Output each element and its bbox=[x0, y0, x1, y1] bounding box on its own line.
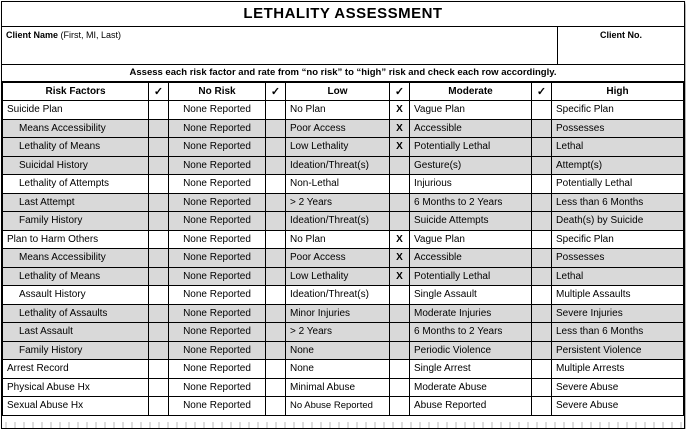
high-cell: Potentially Lethal bbox=[552, 175, 684, 194]
risk-factor-cell: Plan to Harm Others bbox=[3, 230, 149, 249]
moderate-cell: Vague Plan bbox=[410, 230, 532, 249]
check-cell-high[interactable] bbox=[532, 138, 552, 157]
low-cell: Ideation/Threat(s) bbox=[286, 212, 390, 231]
header-high: High bbox=[552, 83, 684, 101]
check-cell-moderate[interactable]: X bbox=[390, 230, 410, 249]
check-cell-high[interactable] bbox=[532, 323, 552, 342]
table-row bbox=[3, 230, 684, 249]
table-row bbox=[3, 175, 684, 194]
moderate-cell: Injurious bbox=[410, 175, 532, 194]
check-cell-no-risk[interactable] bbox=[149, 249, 169, 268]
check-cell-high[interactable] bbox=[532, 230, 552, 249]
moderate-cell: Single Arrest bbox=[410, 360, 532, 379]
moderate-cell: Vague Plan bbox=[410, 101, 532, 120]
check-cell-moderate[interactable]: X bbox=[390, 119, 410, 138]
check-cell-moderate[interactable] bbox=[390, 304, 410, 323]
moderate-cell: Potentially Lethal bbox=[410, 138, 532, 157]
check-cell-high[interactable] bbox=[532, 397, 552, 416]
check-icon: ✓ bbox=[149, 83, 169, 101]
high-cell: Lethal bbox=[552, 138, 684, 157]
risk-factor-cell: Suicidal History bbox=[3, 156, 149, 175]
no-risk-cell: None Reported bbox=[169, 378, 266, 397]
table-row bbox=[3, 397, 684, 416]
table-row bbox=[3, 119, 684, 138]
table-row bbox=[3, 101, 684, 120]
risk-factor-cell: Lethality of Means bbox=[3, 138, 149, 157]
high-cell: Less than 6 Months bbox=[552, 193, 684, 212]
moderate-cell: Moderate Abuse bbox=[410, 378, 532, 397]
high-cell: Lethal bbox=[552, 267, 684, 286]
moderate-cell: Periodic Violence bbox=[410, 341, 532, 360]
moderate-cell: Gesture(s) bbox=[410, 156, 532, 175]
form-title: LETHALITY ASSESSMENT bbox=[2, 2, 684, 27]
check-cell-high[interactable] bbox=[532, 267, 552, 286]
moderate-cell: Potentially Lethal bbox=[410, 267, 532, 286]
risk-factor-cell: Physical Abuse Hx bbox=[3, 378, 149, 397]
check-cell-low[interactable] bbox=[266, 175, 286, 194]
moderate-cell: Moderate Injuries bbox=[410, 304, 532, 323]
check-cell-no-risk[interactable] bbox=[149, 397, 169, 416]
high-cell: Multiple Arrests bbox=[552, 360, 684, 379]
header-low: Low bbox=[286, 83, 390, 101]
check-cell-low[interactable] bbox=[266, 212, 286, 231]
no-risk-cell: None Reported bbox=[169, 397, 266, 416]
table-row bbox=[3, 341, 684, 360]
lethality-assessment-form bbox=[1, 1, 685, 429]
check-icon: ✓ bbox=[390, 83, 410, 101]
high-cell: Specific Plan bbox=[552, 230, 684, 249]
check-cell-moderate[interactable]: X bbox=[390, 267, 410, 286]
table-row bbox=[3, 323, 684, 342]
header-no-risk: No Risk bbox=[169, 83, 266, 101]
check-cell-moderate[interactable] bbox=[390, 193, 410, 212]
no-risk-cell: None Reported bbox=[169, 323, 266, 342]
low-cell: None bbox=[286, 360, 390, 379]
no-risk-cell: None Reported bbox=[169, 230, 266, 249]
check-cell-low[interactable] bbox=[266, 138, 286, 157]
check-cell-moderate[interactable]: X bbox=[390, 249, 410, 268]
check-cell-no-risk[interactable] bbox=[149, 378, 169, 397]
no-risk-cell: None Reported bbox=[169, 249, 266, 268]
check-cell-low[interactable] bbox=[266, 304, 286, 323]
table-row bbox=[3, 156, 684, 175]
risk-factor-cell: Assault History bbox=[3, 286, 149, 305]
header-row bbox=[3, 83, 684, 101]
high-cell: Persistent Violence bbox=[552, 341, 684, 360]
check-cell-low[interactable] bbox=[266, 119, 286, 138]
high-cell: Severe Abuse bbox=[552, 397, 684, 416]
check-cell-moderate[interactable] bbox=[390, 397, 410, 416]
client-number-label: Client No. bbox=[600, 30, 642, 40]
no-risk-cell: None Reported bbox=[169, 119, 266, 138]
check-cell-no-risk[interactable] bbox=[149, 304, 169, 323]
moderate-cell: 6 Months to 2 Years bbox=[410, 193, 532, 212]
check-icon: ✓ bbox=[532, 83, 552, 101]
risk-factor-cell: Last Attempt bbox=[3, 193, 149, 212]
low-cell: Ideation/Threat(s) bbox=[286, 156, 390, 175]
low-cell: No Plan bbox=[286, 101, 390, 120]
check-cell-low[interactable] bbox=[266, 193, 286, 212]
risk-factor-cell: Last Assault bbox=[3, 323, 149, 342]
check-cell-high[interactable] bbox=[532, 193, 552, 212]
check-cell-moderate[interactable] bbox=[390, 156, 410, 175]
check-cell-moderate[interactable] bbox=[390, 360, 410, 379]
low-cell: No Abuse Reported bbox=[286, 397, 390, 416]
check-cell-moderate[interactable] bbox=[390, 286, 410, 305]
check-cell-low[interactable] bbox=[266, 101, 286, 120]
moderate-cell: Accessible bbox=[410, 249, 532, 268]
check-cell-no-risk[interactable] bbox=[149, 230, 169, 249]
client-name-label: Client Name bbox=[6, 30, 59, 40]
risk-factor-cell: Family History bbox=[3, 341, 149, 360]
check-cell-high[interactable] bbox=[532, 304, 552, 323]
no-risk-cell: None Reported bbox=[169, 193, 266, 212]
risk-table bbox=[2, 82, 684, 416]
check-cell-low[interactable] bbox=[266, 323, 286, 342]
check-cell-high[interactable] bbox=[532, 378, 552, 397]
no-risk-cell: None Reported bbox=[169, 286, 266, 305]
high-cell: Death(s) by Suicide bbox=[552, 212, 684, 231]
high-cell: Severe Injuries bbox=[552, 304, 684, 323]
low-cell: Non-Lethal bbox=[286, 175, 390, 194]
check-cell-moderate[interactable] bbox=[390, 341, 410, 360]
high-cell: Severe Abuse bbox=[552, 378, 684, 397]
moderate-cell: Suicide Attempts bbox=[410, 212, 532, 231]
check-cell-no-risk[interactable] bbox=[149, 323, 169, 342]
table-row bbox=[3, 304, 684, 323]
low-cell: > 2 Years bbox=[286, 323, 390, 342]
check-cell-high[interactable] bbox=[532, 101, 552, 120]
no-risk-cell: None Reported bbox=[169, 175, 266, 194]
high-cell: Attempt(s) bbox=[552, 156, 684, 175]
check-cell-low[interactable] bbox=[266, 378, 286, 397]
client-name-hint: (First, MI, Last) bbox=[60, 30, 122, 40]
check-cell-low[interactable] bbox=[266, 156, 286, 175]
low-cell: Minimal Abuse bbox=[286, 378, 390, 397]
client-info-row bbox=[2, 27, 684, 65]
no-risk-cell: None Reported bbox=[169, 138, 266, 157]
check-cell-high[interactable] bbox=[532, 175, 552, 194]
risk-factor-cell: Means Accessibility bbox=[3, 249, 149, 268]
low-cell: > 2 Years bbox=[286, 193, 390, 212]
no-risk-cell: None Reported bbox=[169, 360, 266, 379]
check-cell-high[interactable] bbox=[532, 341, 552, 360]
check-cell-low[interactable] bbox=[266, 360, 286, 379]
table-row bbox=[3, 249, 684, 268]
moderate-cell: Single Assault bbox=[410, 286, 532, 305]
risk-factor-cell: Lethality of Assaults bbox=[3, 304, 149, 323]
moderate-cell: 6 Months to 2 Years bbox=[410, 323, 532, 342]
low-cell: Low Lethality bbox=[286, 267, 390, 286]
check-cell-low[interactable] bbox=[266, 230, 286, 249]
check-cell-no-risk[interactable] bbox=[149, 341, 169, 360]
check-cell-high[interactable] bbox=[532, 360, 552, 379]
risk-factor-cell: Arrest Record bbox=[3, 360, 149, 379]
no-risk-cell: None Reported bbox=[169, 212, 266, 231]
check-cell-low[interactable] bbox=[266, 341, 286, 360]
check-cell-no-risk[interactable] bbox=[149, 156, 169, 175]
check-cell-moderate[interactable] bbox=[390, 175, 410, 194]
no-risk-cell: None Reported bbox=[169, 156, 266, 175]
client-number-field[interactable] bbox=[558, 27, 684, 64]
low-cell: Poor Access bbox=[286, 249, 390, 268]
check-cell-no-risk[interactable] bbox=[149, 138, 169, 157]
check-cell-moderate[interactable] bbox=[390, 212, 410, 231]
low-cell: Poor Access bbox=[286, 119, 390, 138]
risk-factor-cell: Means Accessibility bbox=[3, 119, 149, 138]
check-cell-no-risk[interactable] bbox=[149, 286, 169, 305]
check-cell-no-risk[interactable] bbox=[149, 193, 169, 212]
low-cell: No Plan bbox=[286, 230, 390, 249]
low-cell: None bbox=[286, 341, 390, 360]
check-cell-moderate[interactable]: X bbox=[390, 101, 410, 120]
no-risk-cell: None Reported bbox=[169, 267, 266, 286]
header-risk-factors: Risk Factors bbox=[3, 83, 149, 101]
check-cell-moderate[interactable]: X bbox=[390, 138, 410, 157]
table-row bbox=[3, 378, 684, 397]
torn-edge bbox=[2, 422, 684, 428]
risk-factor-cell: Lethality of Attempts bbox=[3, 175, 149, 194]
header-moderate: Moderate bbox=[410, 83, 532, 101]
low-cell: Ideation/Threat(s) bbox=[286, 286, 390, 305]
check-cell-no-risk[interactable] bbox=[149, 360, 169, 379]
table-row bbox=[3, 286, 684, 305]
risk-factor-cell: Suicide Plan bbox=[3, 101, 149, 120]
check-cell-high[interactable] bbox=[532, 156, 552, 175]
high-cell: Specific Plan bbox=[552, 101, 684, 120]
check-cell-low[interactable] bbox=[266, 397, 286, 416]
check-cell-no-risk[interactable] bbox=[149, 101, 169, 120]
table-row bbox=[3, 138, 684, 157]
check-cell-no-risk[interactable] bbox=[149, 119, 169, 138]
high-cell: Less than 6 Months bbox=[552, 323, 684, 342]
check-cell-low[interactable] bbox=[266, 249, 286, 268]
check-cell-no-risk[interactable] bbox=[149, 212, 169, 231]
check-cell-moderate[interactable] bbox=[390, 323, 410, 342]
table-row bbox=[3, 360, 684, 379]
table-row bbox=[3, 267, 684, 286]
risk-factor-cell: Lethality of Means bbox=[3, 267, 149, 286]
table-row bbox=[3, 212, 684, 231]
low-cell: Minor Injuries bbox=[286, 304, 390, 323]
check-cell-no-risk[interactable] bbox=[149, 175, 169, 194]
high-cell: Possesses bbox=[552, 119, 684, 138]
high-cell: Multiple Assaults bbox=[552, 286, 684, 305]
moderate-cell: Accessible bbox=[410, 119, 532, 138]
check-cell-high[interactable] bbox=[532, 119, 552, 138]
high-cell: Possesses bbox=[552, 249, 684, 268]
check-cell-low[interactable] bbox=[266, 286, 286, 305]
check-icon: ✓ bbox=[266, 83, 286, 101]
check-cell-high[interactable] bbox=[532, 212, 552, 231]
table-row bbox=[3, 193, 684, 212]
low-cell: Low Lethality bbox=[286, 138, 390, 157]
check-cell-moderate[interactable] bbox=[390, 378, 410, 397]
check-cell-low[interactable] bbox=[266, 267, 286, 286]
risk-factor-cell: Sexual Abuse Hx bbox=[3, 397, 149, 416]
no-risk-cell: None Reported bbox=[169, 304, 266, 323]
risk-factor-cell: Family History bbox=[3, 212, 149, 231]
check-cell-high[interactable] bbox=[532, 286, 552, 305]
moderate-cell: Abuse Reported bbox=[410, 397, 532, 416]
no-risk-cell: None Reported bbox=[169, 101, 266, 120]
instructions: Assess each risk factor and rate from “no risk” to “high” risk and check each row accordingly. bbox=[2, 65, 684, 82]
no-risk-cell: None Reported bbox=[169, 341, 266, 360]
check-cell-no-risk[interactable] bbox=[149, 267, 169, 286]
client-name-field[interactable] bbox=[2, 27, 558, 64]
check-cell-high[interactable] bbox=[532, 249, 552, 268]
